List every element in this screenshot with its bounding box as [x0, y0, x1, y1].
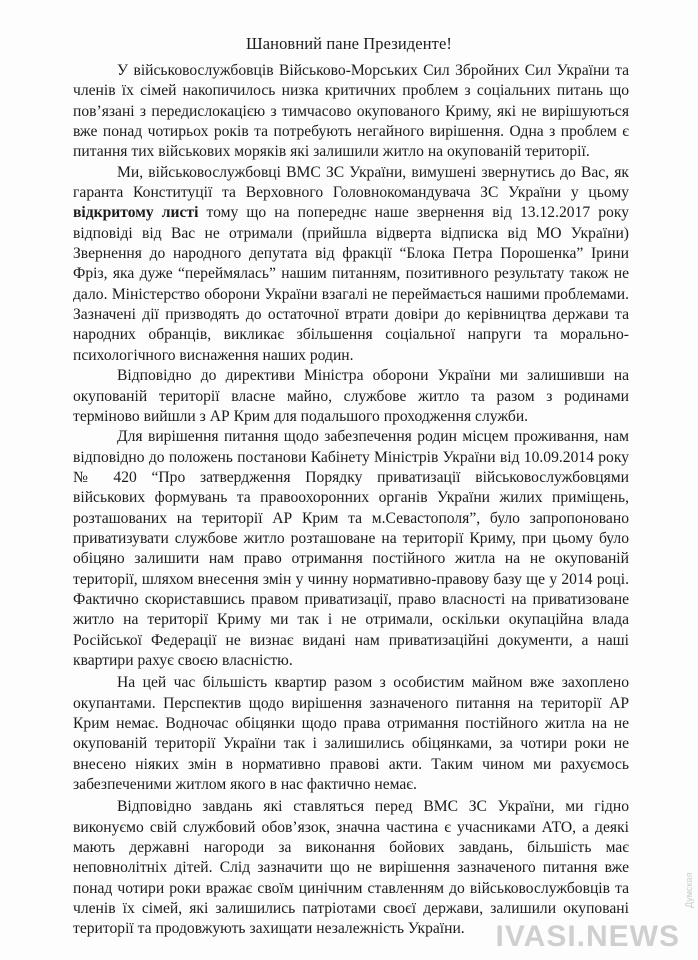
- letter-body: [73, 61, 629, 940]
- letter-salutation: Шановний пане Президенте!: [245, 34, 452, 53]
- paragraph-2-bold: відкритому листі: [73, 204, 199, 222]
- paragraph-2: [73, 163, 629, 366]
- paragraph-3: Відповідно до директиви Міністра оборони України ми залишивши на окупованій території власне майно, службове житло та разом з родинами терміново вийшли з АР Крим для подальшого проходження служби.: [73, 367, 629, 425]
- paragraph-2-start: Ми, військовослужбовці ВМС ЗС України, вимушені звернутись до Вас, як гаранта Конституції та Верховного Головнокомандувача ЗС України у цьому: [73, 163, 629, 202]
- watermark-side-text: Думская: [684, 872, 694, 908]
- paragraph-5: На цей час більшість квартир разом з особистим майном вже захоплено окупантами. Перспектив щодо вирішення зазначеного питання на території АР Крим немає. Водночас обіцянки щодо права отримання постійного житла на не окупованій території України так і залишились обіцянками, за чотири роки не внесено ніяких змін в нормативно правові акти. Таким чином ми рахуємось забезпеченими житлом якого в нас фактично немає.: [73, 674, 629, 794]
- paragraph-6: Відповідно завдань які ставляться перед ВМС ЗС України, ми гідно виконуємо свій службовий обов’язок, значна частина є учасниками АТО, а деякі мають державні нагороди за виконання бойових завдань, більшість має неповнолітніх дітей. Слід зазначити що не вирішення зазначеного питання вже понад чотири роки вражає своїм цинічним ставленням до військовослужбовців та членів їх сімей, які залишились патріотами своєї держави, залишили окуповані території та продовжують захищати незалежність України.: [73, 798, 629, 938]
- paragraph-1: У військовослужбовців Військово-Морських Сил Збройних Сил України та членів їх сімей накопичилось низка критичних проблем з соціальних питань що пов’язані з передислокацією з тимчасово окупованого Криму, які не вирішуються вже понад чотирьох років та потребують негайного вирішення. Одна з проблем є питання тих військових моряків які залишили житло на окупованій території.: [73, 62, 629, 161]
- paragraph-2-end: тому що на попереднє наше звернення від 13.12.2017 року відповіді від Вас не отримали (прийшла відверта відписка від МО України) Звернення до народного депутата від фракції “Блока Петра Порошенка” Ірини Фріз, яка дуже “переймялась” нашим питанням, позитивного результату також не дало. Міністерство оборони України взагалі не переймається нашими проблемами. Зазначені дії призводять до остаточної втрати довіри до керівництва держави та народних обранців, викликає збільшення соціальної напруги та морально-психологічного виснаження наших родин.: [73, 204, 630, 364]
- paragraph-4: Для вирішення питання щодо забезпечення родин місцем проживання, нам відповідно до положень постанови Кабінету Міністрів України від 10.09.2014 року № 420 “Про затвердження Порядку приватизації військовослужбовцями військових формувань та правоохоронних органів України жилих приміщень, розташованих на території АР Крим та м.Севастополя”, було запропоновано приватизувати службове житло розташоване на території Криму, при цьому було обіцяно залишити нам право отримання постійного житла на не окупованій території, шляхом внесення змін у чинну нормативно-правову базу ще у 2014 році. Фактично скориставшись правом приватизації, право власності на приватизоване житло на території Криму ми так і не отримали, оскільки окупаційна влада Російської Федерації не визнає видані нам приватизаційні документи, а наші квартири рахує своєю власністю.: [73, 428, 629, 669]
- watermark-ivasi-news: IVASI.NEWS: [495, 920, 680, 953]
